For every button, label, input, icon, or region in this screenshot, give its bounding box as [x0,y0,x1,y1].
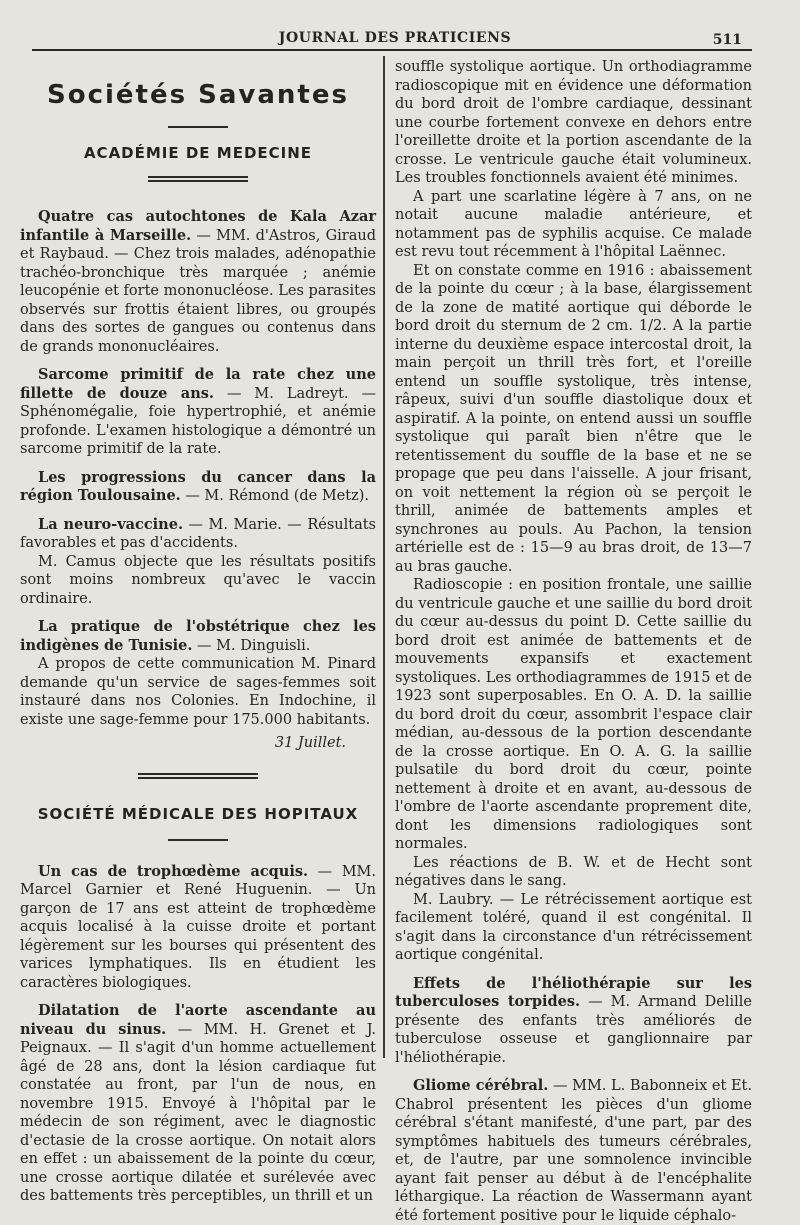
article-title: Gliome cérébral. [413,1077,549,1094]
title-rule [168,126,228,128]
section-separator [138,773,258,779]
article-body: — MM. H. Grenet et J. Peignaux. — Il s'agit d'un homme actuellement âgé de 28 ans, dont la lésion cardiaque fut constatée au front, par l'un de nous, en novembre 1915. Envoyé à l'hôpital par le médecin de son régiment, avec le diagnostic d'ectasie de la crosse aortique. On notait alors en effet : un abaissement de la pointe du cœur, une crosse aortique dilatée et surélevée avec des battements très perceptibles, un thrill et un [20,1021,377,1204]
article-title: Quatre cas autochtones de Kala Azar infantile à Marseille. [20,208,376,244]
article-sarcome [20,366,376,459]
article-title: La neuro-vaccine. [38,515,183,533]
article-title: Un cas de trophœdème acquis. [38,862,309,880]
reactions-paragraph: Les réactions de B. W. et de Hecht sont négatives dans le sang. [395,854,752,889]
article-heliotherapie [395,975,752,1068]
radioscopie-paragraph: Radioscopie : en position frontale, une saillie du ventricule gauche et une saillie du bord droit du cœur au-dessus du point D. Cette saillie du bord droit est animée de battements et de mouvements expansifs et exactement systoliques. Les orthodiagrammes de 1915 et de 1923 sont superposables. En O. A. D. la saillie du bord droit du cœur, assombrit l'espace clair médian, au-dessous de la portion descendante de la crosse aortique. En O. A. G. la saillie pulsatile du bord droit du cœur, pointe nettement à droite et en avant, au-dessous de l'ombre de l'aorte ascendante proprement dite, dont les dimensions radiologiques sont normales. [395,577,752,852]
article-body: — MM. L. Babonneix et Et. Chabrol présentent les pièces d'un gliome cérébral s'étant manifesté, d'une part, par des symptômes habituels des tumeurs cérébrales, et, de l'autre, par une somnolence invincible ayant fait penser au début à de l'encéphalite léthargique. La réaction de Wassermann ayant été fortement positive pour le liquide céphalo- [395,1078,752,1224]
academie-heading: ACADÉMIE DE MEDECINE [83,144,313,162]
article-body: — M. Ladreyt. — Sphénomégalie, foie hypertrophié, et anémie profonde. L'examen histologique a démontré un sarcome primitif de la rate. [20,385,377,457]
pinard-paragraph: A propos de cette communication M. Pinard demande qu'un service de sages-femmes soit instauré dans nos Colonies. En Indochine, il existe une sage-femme pour 175.000 habitants. [20,656,376,728]
article-dilatation [20,1002,376,1206]
journal-title: JOURNAL DES PRATICIENS [278,30,512,46]
article-body: — M. Dinguisli. [192,637,311,654]
article-title: Dilatation de l'aorte ascendante au niveau du sinus. [20,1002,376,1038]
header-rule [32,49,752,51]
societe-heading: SOCIÉTÉ MÉDICALE DES HOPITAUX [37,804,359,823]
article-trophoedeme [20,863,376,993]
article-body: — M. Rémond (de Metz). [180,488,369,504]
date-signature: 31 Juillet. [274,735,346,751]
section-title: Sociétés Savantes [47,80,349,110]
article-gliome [395,1077,752,1225]
article-body: — MM. Marcel Garnier et René Huguenin. — Un garçon de 17 ans est atteint de trophœdème acquis localisé à la cuisse droite et portant légèrement sur les bourses qui présentent des varices lymphatiques. Ils en étudient les caractères biologiques. [20,863,376,991]
article-body: — M. Marie. — Résultats favorables et pas d'accidents. [20,516,376,551]
article-title: Sarcome primitif de la rate chez une fillette de douze ans. [20,366,376,402]
article-neuro-vaccine [20,516,376,553]
article-title: Effets de l'héliothérapie sur les tuberculoses torpides. [395,974,752,1010]
article-title: La pratique de l'obstétrique chez les indigènes de Tunisie. [20,618,376,654]
camus-paragraph: M. Camus objecte que les résultats positifs sont moins nombreux qu'avec le vaccin ordinaire. [20,553,376,607]
article-body: — M. Armand Delille présente des enfants très améliorés de tuberculose osseuse et ganglionnaire par l'héliothérapie. [395,994,752,1066]
article-title: Les progressions du cancer dans la région Toulousaine. [20,468,376,504]
article-obstetrique [20,618,376,655]
page-number: 511 [712,32,742,48]
laubry-paragraph: M. Laubry. — Le rétrécissement aortique est facilement toléré, quand il est congénital. Il s'agit dans la circonstance d'un rétrécissement aortique congénital. [395,891,752,963]
article-kala-azar [20,208,376,356]
column-divider [383,56,385,1058]
scarlatine-paragraph: A part une scarlatine légère à 7 ans, on ne notait aucune maladie antérieure, et notamment pas de syphilis acquise. Ce malade est revu tout récemment à l'hôpital Laënnec. [395,188,752,260]
right-column [395,58,752,1225]
left-column [20,58,376,1206]
continued-paragraph: souffle systolique aortique. Un orthodiagramme radioscopique mit en évidence une déformation du bord droit de l'ombre cardiaque, dessinant une courbe fortement convexe en dehors entre l'oreillette droite et la portion ascendante de la crosse. Le ventricule gauche était volumineux. Les troubles fonctionnels avaient été minimes. [395,59,752,186]
article-body: — MM. d'Astros, Giraud et Raybaud. — Chez trois malades, adénopathie trachéo-bronchique très marquée ; anémie leucopénie et forte mononucléose. Les parasites observés sur frottis étaient libres, ou groupés dans des sortes de gangues ou contenus dans de grands mononucléaires. [20,227,376,355]
article-cancer [20,469,376,506]
constate-paragraph: Et on constate comme en 1916 : abaissement de la pointe du cœur ; à la base, élargissement de la zone de matité aortique qui déborde le bord droit du sternum de 2 cm. 1/2. A la partie interne du deuxième espace intercostal droit, la main perçoit un thrill très fort, et l'oreille entend un souffle systolique, très intense, râpeux, suivi d'un souffle diastolique doux et aspiratif. A la pointe, on entend aussi un souffle systolique qui paraît bien n'être que le retentissement du souffle de la base et ne se propage que peu dans l'aisselle. A jour frisant, on voit nettement la région où se perçoit le thrill, animée de battements amples et synchrones au pouls. Au Pachon, la tension artérielle est de : 15—9 au bras droit, de 13—7 au bras gauche. [395,262,752,575]
